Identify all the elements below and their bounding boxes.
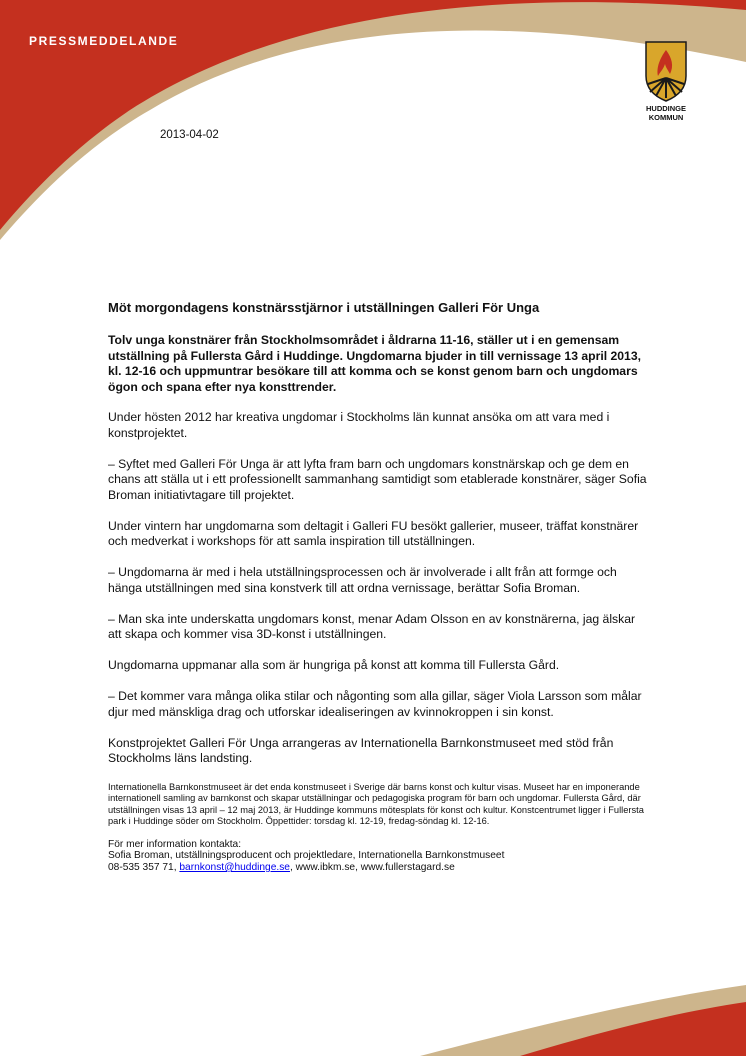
logo-line-1: HUDDINGE (645, 104, 686, 113)
paragraph-2: – Syftet med Galleri För Unga är att lyfta fram barn och ungdomars konstnärskap och ge dem en chans att ställa ut i ett professionellt sammanhang samtidigt som etablerade konstnärer, säger Sofia Broman initiativtagare till projektet. (108, 456, 647, 502)
paragraph-5: – Man ska inte underskatta ungdomars konst, menar Adam Olsson en av konstnärerna, jag älskar att skapa och kommer visa 3D-konst i utställningen. (108, 611, 636, 641)
huddinge-coat-of-arms-icon (644, 40, 688, 102)
contact-info (108, 839, 648, 874)
contact-intro: För mer information kontakta: (108, 838, 242, 850)
about-museum: Internationella Barnkonstmuseet är det enda konstmuseet i Sverige där barns konst och kultur visas. Museet har en imponerande internationell samling av barnkonst och skapar utställningar och pedagogiska program för barn och ungdomar. Fullersta Gård, där utställningen visas 13 april – 12 maj 2013, är Huddinge kommuns mötesplats för konst och kultur. Konstcentrumet ligger i Fullersta park i Huddinge söder om Stockholm. Öppettider: torsdag kl. 12-19, fredag-söndag kl. 12-16. (108, 782, 644, 827)
press-release-label: PRESSMEDDELANDE (29, 34, 179, 48)
contact-line (108, 862, 648, 874)
contact-email-link[interactable]: barnkonst@huddinge.se (179, 861, 290, 873)
release-date: 2013-04-02 (160, 129, 219, 141)
contact-phone: 08-535 357 71, (108, 861, 180, 873)
paragraph-3: Under vintern har ungdomarna som deltagit i Galleri FU besökt gallerier, museer, träffat konstnärer och medverkat i workshops för att samla inspiration till utställningen. (108, 518, 639, 548)
huddinge-logo (636, 40, 696, 124)
logo-line-2: KOMMUN (648, 113, 684, 122)
contact-person: Sofia Broman, utställningsproducent och projektledare, Internationella Barnkonstmuseet (108, 850, 505, 862)
paragraph-7: – Det kommer vara många olika stilar och någonting som alla gillar, säger Viola Larsson som målar djur med mänskliga drag och utforskar idealiseringen av kvinnokroppen i sin konst. (108, 689, 642, 719)
contact-websites: , www.ibkm.se, www.fullerstagard.se (289, 861, 455, 873)
article-lead: Tolv unga konstnärer från Stockholmsområdet i åldrarna 11-16, ställer ut i en gemensam utställning på Fullersta Gård i Huddinge. Ungdomarna bjuder in till vernissage 13 april 2013, kl. 12-16 och uppmuntrar besökare till att komma och se konst genom barn och ungdomars ögon och spana efter nya konsttrender. (108, 333, 641, 394)
article-body (108, 300, 648, 873)
paragraph-6: Ungdomarna uppmanar alla som är hungriga på konst att komma till Fullersta Gård. (108, 658, 560, 672)
paragraph-1: Under hösten 2012 har kreativa ungdomar i Stockholms län kunnat ansöka om att vara med i konstprojektet. (108, 410, 610, 440)
paragraph-4: – Ungdomarna är med i hela utställningsprocessen och är involverade i allt från att formge och hänga utställningen med sina konstverk till att ordna vernissage, berättar Sofia Broman. (108, 565, 617, 595)
article-headline: Möt morgondagens konstnärsstjärnor i utställningen Galleri För Unga (108, 300, 540, 315)
paragraph-8: Konstprojektet Galleri För Unga arrangeras av Internationella Barnkonstmuseet med stöd från Stockholms läns landsting. (108, 735, 614, 765)
